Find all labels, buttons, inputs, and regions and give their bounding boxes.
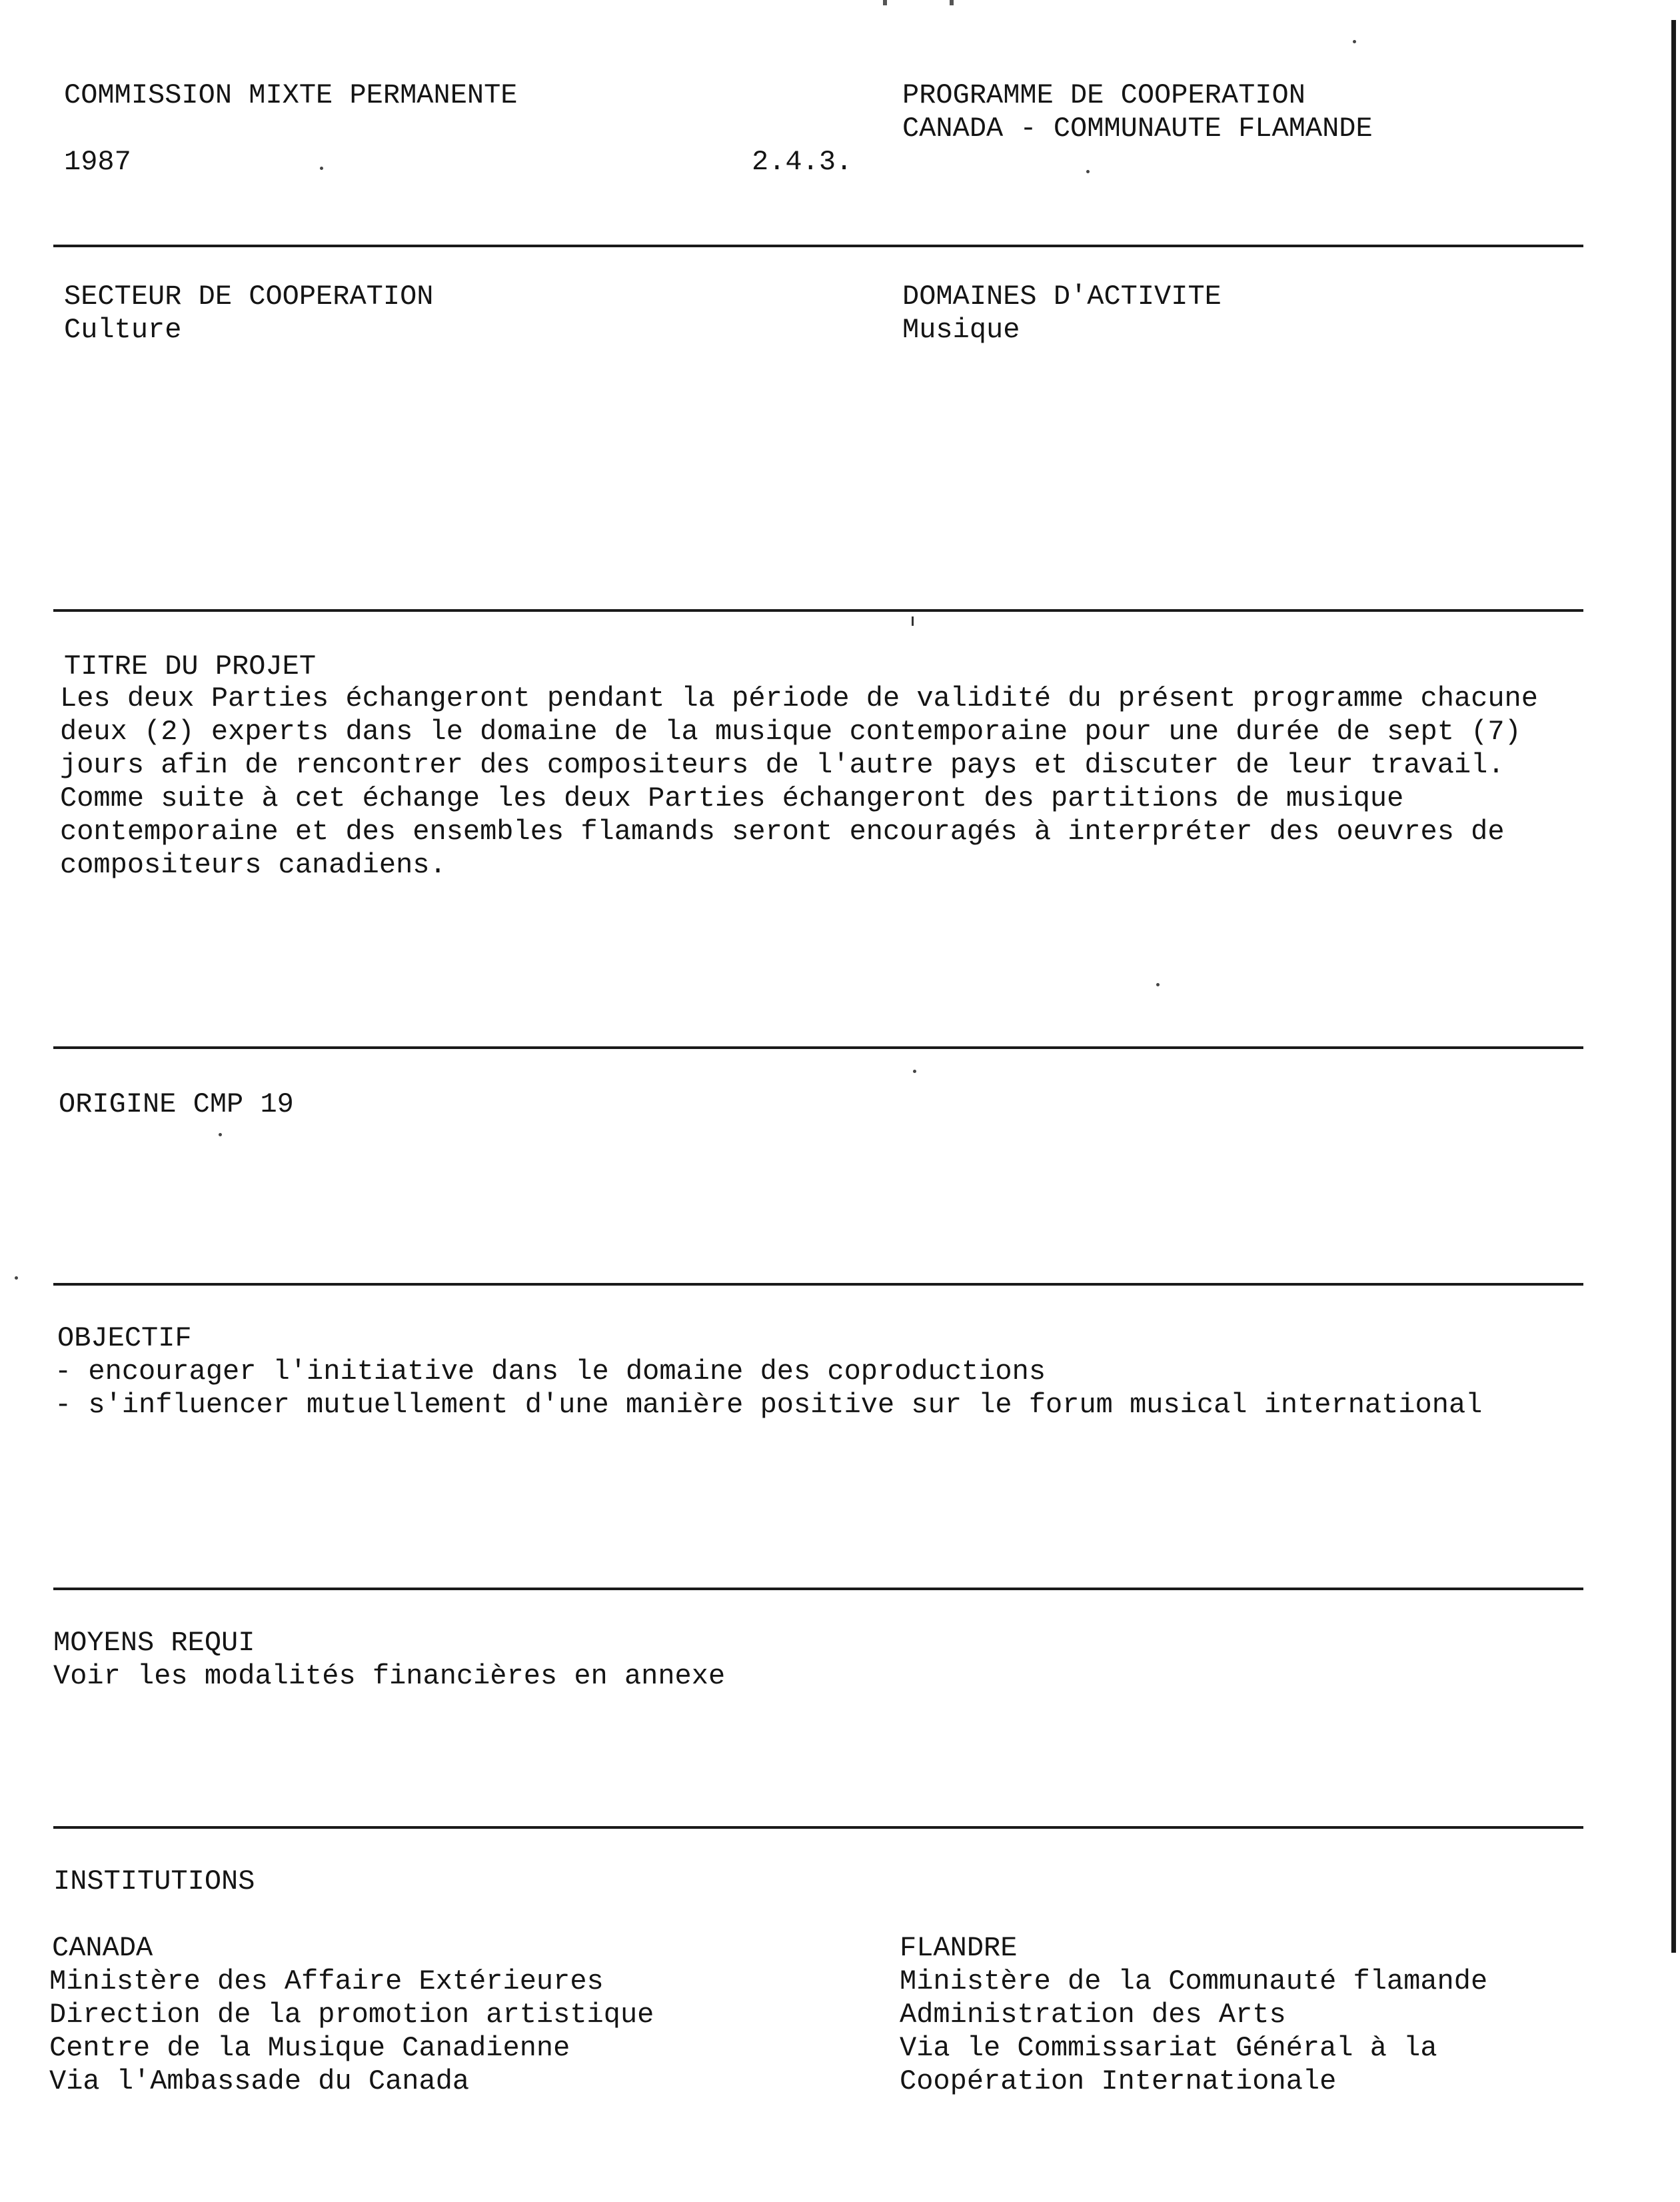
section-divider	[53, 1046, 1583, 1049]
scan-speck	[1156, 983, 1160, 986]
section-divider	[53, 609, 1583, 612]
project-label: TITRE DU PROJET	[64, 650, 317, 682]
flandre-institution-line: Coopération Internationale	[900, 2065, 1337, 2097]
document-year: 1987	[64, 146, 131, 178]
canada-institution-line: Centre de la Musique Canadienne	[49, 2032, 570, 2064]
scan-artifact	[950, 0, 954, 5]
origin-label: ORIGINE CMP 19	[59, 1088, 294, 1120]
objective-item: - s'influencer mutuellement d'une manière positive sur le forum musical international	[55, 1389, 1483, 1421]
means-label: MOYENS REQUI	[53, 1627, 255, 1659]
project-text-line: deux (2) experts dans le domaine de la musique contemporaine pour une durée de sept (7)	[60, 716, 1521, 748]
programme-title: PROGRAMME DE COOPERATION	[902, 79, 1305, 111]
project-text-line: contemporaine et des ensembles flamands seront encouragés à interpréter des oeuvres de	[60, 816, 1505, 848]
sector-value: Culture	[64, 314, 182, 346]
scan-speck	[15, 1276, 18, 1280]
canada-institution-line: Via l'Ambassade du Canada	[49, 2065, 470, 2097]
domains-label: DOMAINES D'ACTIVITE	[902, 281, 1222, 313]
section-divider	[53, 245, 1583, 247]
project-text-line: jours afin de rencontrer des compositeurs de l'autre pays et discuter de leur travail.	[60, 749, 1505, 781]
scan-edge-bar	[1671, 20, 1676, 1953]
commission-title: COMMISSION MIXTE PERMANENTE	[64, 79, 518, 111]
canada-heading: CANADA	[52, 1932, 153, 1964]
scan-artifact	[883, 0, 887, 5]
scan-speck	[1086, 170, 1090, 173]
project-text-line: Les deux Parties échangeront pendant la période de validité du présent programme chacune	[60, 682, 1538, 714]
objectives-label: OBJECTIF	[57, 1322, 192, 1354]
flandre-institution-line: Administration des Arts	[900, 1999, 1286, 2031]
section-divider	[53, 1588, 1583, 1590]
section-divider	[53, 1283, 1583, 1286]
domains-value: Musique	[902, 314, 1020, 346]
scan-speck	[913, 1070, 916, 1073]
project-text-line: Comme suite à cet échange les deux Parties échangeront des partitions de musique	[60, 782, 1404, 814]
canada-institution-line: Direction de la promotion artistique	[49, 1999, 654, 2031]
section-divider	[53, 1826, 1583, 1829]
canada-institution-line: Ministère des Affaire Extérieures	[49, 1965, 604, 1997]
document-reference: 2.4.3.	[752, 146, 853, 178]
flandre-institution-line: Via le Commissariat Général à la	[900, 2032, 1437, 2064]
scan-speck	[219, 1133, 222, 1136]
sector-label: SECTEUR DE COOPERATION	[64, 281, 434, 313]
project-text-line: compositeurs canadiens.	[60, 849, 446, 881]
programme-subtitle: CANADA - COMMUNAUTE FLAMANDE	[902, 113, 1373, 145]
flandre-institution-line: Ministère de la Communauté flamande	[900, 1965, 1488, 1997]
scan-artifact	[912, 616, 914, 626]
scan-speck	[1353, 40, 1356, 43]
flandre-heading: FLANDRE	[900, 1932, 1018, 1964]
scan-speck	[320, 167, 323, 170]
institutions-label: INSTITUTIONS	[53, 1865, 255, 1897]
means-value: Voir les modalités financières en annexe	[53, 1660, 726, 1692]
objective-item: - encourager l'initiative dans le domaine des coproductions	[55, 1356, 1046, 1388]
